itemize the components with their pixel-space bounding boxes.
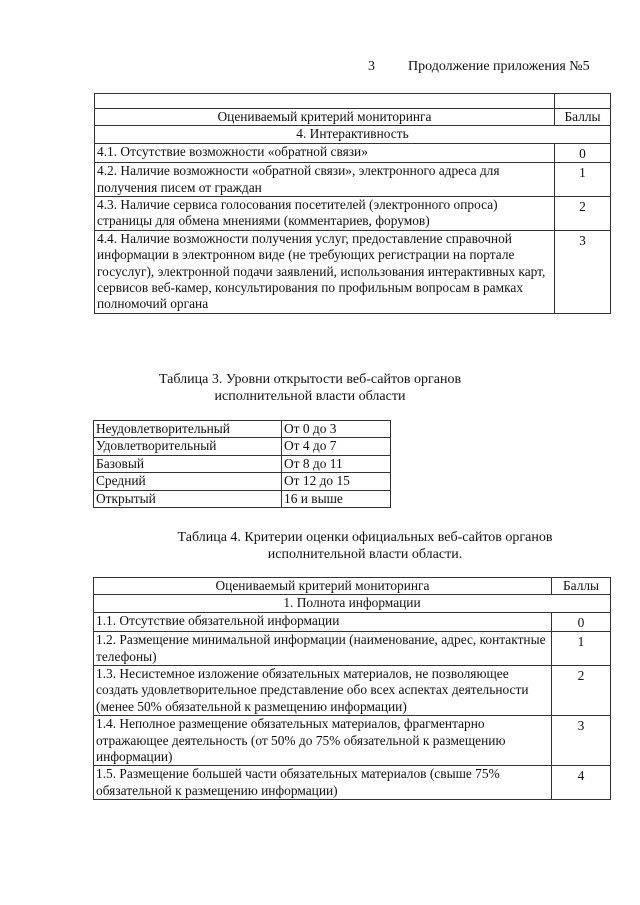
criterion-cell: 4.4. Наличие возможности получения услуг, предоставление справочной информации в электронном виде (не требующих регистрации на портале госуслуг), электронной подачи заявлений, использования интерактивных карт, сервисов веб-камер, консультирования по профильным вопросам в рамках полномочий органа: [95, 230, 555, 313]
page-number: 3: [368, 59, 375, 74]
table-row: [94, 632, 611, 666]
section-title: 1. Полнота информации: [94, 595, 611, 612]
section-row: [95, 126, 611, 143]
table-row: [95, 230, 611, 313]
level-cell: Открытый: [94, 490, 282, 507]
page-header: [368, 59, 630, 75]
table-row: [94, 666, 611, 716]
caption-line: Таблица 4. Критерии оценки официальных веб-сайтов органов: [177, 530, 553, 545]
points-cell: 4: [552, 766, 611, 800]
appendix-title: Продолжение приложения №5: [408, 59, 590, 74]
range-cell: 16 и выше: [282, 490, 391, 507]
openness-levels-table: [93, 420, 391, 508]
table3-caption: [150, 371, 470, 405]
column-header-criterion: Оцениваемый критерий мониторинга: [94, 578, 552, 595]
section-title: 4. Интерактивность: [95, 126, 611, 143]
caption-line: Таблица 3. Уровни открытости веб-сайтов органов: [158, 372, 462, 387]
table-header-row: [94, 578, 611, 595]
range-cell: От 0 до 3: [282, 421, 391, 438]
level-cell: Неудовлетворительный: [94, 421, 282, 438]
criteria-table-completeness: [93, 577, 611, 800]
table-row: [94, 438, 391, 455]
table-row: [94, 766, 611, 800]
criteria-table-interactivity: [94, 93, 611, 314]
range-cell: От 8 до 11: [282, 455, 391, 472]
points-cell: 0: [552, 612, 611, 631]
column-header-points: Баллы: [555, 109, 611, 126]
criterion-cell: 1.4. Неполное размещение обязательных материалов, фрагментарно отражающее деятельность (от 50% до 75% обязательной к размещению информации): [94, 716, 552, 766]
criterion-cell: 1.1. Отсутствие обязательной информации: [94, 612, 552, 631]
points-cell: 2: [555, 197, 611, 231]
points-cell: 3: [555, 230, 611, 313]
criterion-cell: 4.3. Наличие сервиса голосования посетителей (электронного опроса) страницы для обмена мнениями (комментариев, форумов): [95, 197, 555, 231]
table-header-row: [95, 109, 611, 126]
table-row: [94, 490, 391, 507]
criterion-cell: 4.1. Отсутствие возможности «обратной связи»: [95, 143, 555, 162]
range-cell: От 12 до 15: [282, 473, 391, 490]
points-cell: 3: [552, 716, 611, 766]
range-cell: От 4 до 7: [282, 438, 391, 455]
table4-caption: [140, 529, 590, 563]
column-header-criterion: Оцениваемый критерий мониторинга: [95, 109, 555, 126]
table-row: [94, 612, 611, 631]
points-cell: 2: [552, 666, 611, 716]
level-cell: Удовлетворительный: [94, 438, 282, 455]
column-header-points: Баллы: [552, 578, 611, 595]
caption-line: исполнительной власти области.: [267, 547, 463, 562]
level-cell: Средний: [94, 473, 282, 490]
criterion-cell: 1.5. Размещение большей части обязательных материалов (свыше 75% обязательной к размещению информации): [94, 766, 552, 800]
table-row: [95, 163, 611, 197]
points-cell: 0: [555, 143, 611, 162]
table-row: [94, 455, 391, 472]
table-row: [95, 197, 611, 231]
level-cell: Базовый: [94, 455, 282, 472]
table-row: [94, 473, 391, 490]
table-row: [95, 143, 611, 162]
table-row: [94, 716, 611, 766]
points-cell: 1: [555, 163, 611, 197]
section-row: [94, 595, 611, 612]
caption-line: исполнительной власти области: [214, 389, 406, 404]
table-gap-row: [95, 94, 611, 109]
table-row: [94, 421, 391, 438]
points-cell: 1: [552, 632, 611, 666]
criterion-cell: 1.3. Несистемное изложение обязательных материалов, не позволяющее создать удовлетворительное представление обо всех аспектах деятельности (менее 50% обязательной к размещению информации): [94, 666, 552, 716]
criterion-cell: 1.2. Размещение минимальной информации (наименование, адрес, контактные телефоны): [94, 632, 552, 666]
criterion-cell: 4.2. Наличие возможности «обратной связи», электронного адреса для получения писем от граждан: [95, 163, 555, 197]
